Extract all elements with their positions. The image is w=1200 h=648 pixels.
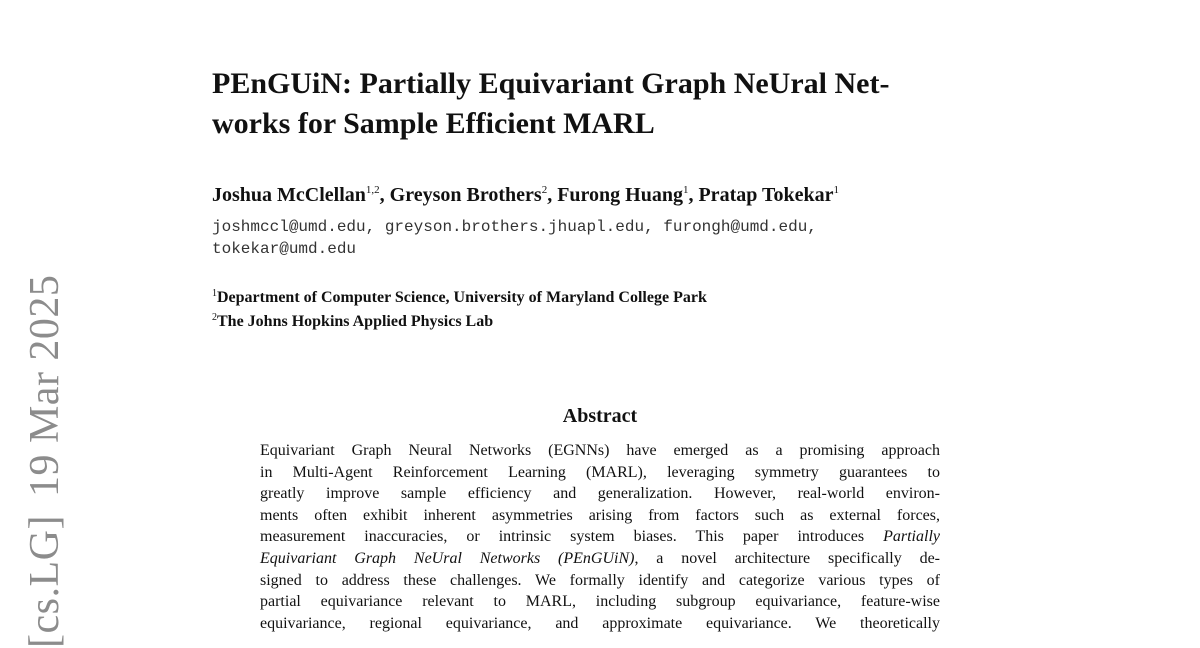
author-name: Joshua McClellan [212,184,366,206]
author-name: Pratap Tokekar [698,184,834,206]
abstract-text: measurement inaccuracies, or intrinsic system biases. This paper introduces [260,528,884,546]
abstract-emphasis: Equivariant Graph NeUral Networks (PEnGUiN) [260,549,635,567]
arxiv-date: 19 Mar 2025 [22,274,68,498]
arxiv-sidebar-stamp [24,275,66,648]
affiliation-item [212,286,707,310]
abstract-line: greatly improve sample efficiency and generalization. However, real-world environ- [260,485,940,503]
author-affil-mark: 1 [682,184,689,196]
arxiv-category: [cs.LG] [22,515,68,648]
author-list [212,182,839,208]
author-affil-mark: 1,2 [365,184,380,196]
author-emails [212,216,817,260]
affiliation-text: Department of Computer Science, University of Maryland College Park [217,289,707,306]
abstract-line [260,548,940,570]
abstract-line: equivariance, regional equivariance, and approximate equivariance. We theoretically [260,614,940,632]
paper-title-line-2: works for Sample Efficient MARL [212,107,655,140]
abstract-line: signed to address these challenges. We formally identify and categorize various types of [260,571,940,589]
author-separator: , [379,184,390,206]
email-line-2: tokekar@umd.edu [212,240,357,258]
abstract-text: , a novel architecture specifically de- [634,549,940,567]
affiliation-list [212,286,707,334]
abstract-emphasis: Partially [883,528,940,546]
abstract-line: Equivariant Graph Neural Networks (EGNNs) have emerged as a promising approach [260,442,940,459]
abstract-line: ments often exhibit inherent asymmetries arising from factors such as external forces, [260,506,940,524]
author-affil-mark: 1 [833,184,839,196]
abstract-body [260,440,940,634]
affiliation-item [212,310,707,334]
abstract-line [260,526,940,548]
author-name: Furong Huang [557,184,683,206]
affiliation-text: The Johns Hopkins Applied Physics Lab [217,313,494,330]
author-separator: , [688,184,699,206]
paper-title-line-1: PEnGUiN: Partially Equivariant Graph NeUral Net- [212,67,890,100]
author-separator: , [547,184,558,206]
affiliation-number: 1 [212,288,217,299]
email-line-1: joshmccl@umd.edu, greyson.brothers.jhuapl.edu, furongh@umd.edu, [212,218,817,236]
affiliation-number: 2 [212,312,217,323]
author-affil-mark: 2 [541,184,548,196]
abstract-line: partial equivariance relevant to MARL, including subgroup equivariance, feature-wise [260,593,940,611]
abstract-heading-text: Abstract [562,405,638,427]
abstract-heading [0,403,1200,429]
author-name: Greyson Brothers [389,184,542,206]
paper-title [212,64,1012,144]
abstract-line: in Multi-Agent Reinforcement Learning (MARL), leveraging symmetry guarantees to [260,463,940,481]
